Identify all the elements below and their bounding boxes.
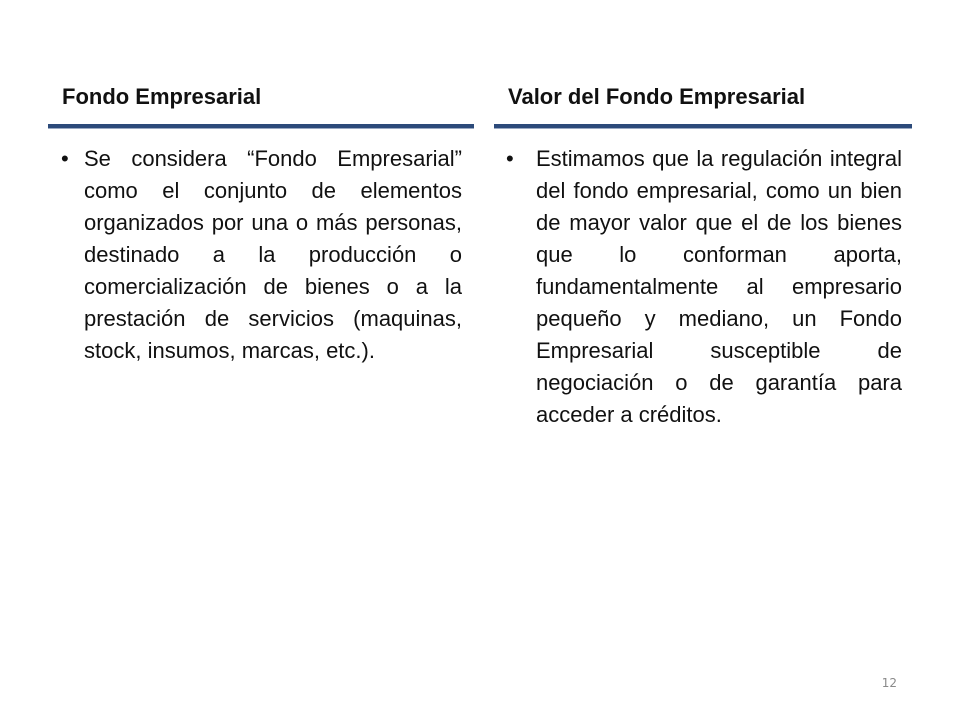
column-title: Fondo Empresarial bbox=[62, 84, 262, 109]
bullet-text: Se considera “Fondo Empresarial” como el conjunto de elementos organizados por una o más personas, destinado a la producción o comercialización de bienes o a la prestación de servicios (maquinas, stock, insumos, marcas, etc.). bbox=[84, 146, 462, 363]
bullet-icon: • bbox=[61, 146, 69, 171]
column-title: Valor del Fondo Empresarial bbox=[508, 84, 806, 109]
column-fondo-empresarial bbox=[48, 80, 474, 367]
bullet-icon: • bbox=[506, 146, 514, 171]
bullet-list bbox=[494, 143, 912, 431]
list-item bbox=[48, 143, 474, 367]
column-divider bbox=[494, 124, 912, 129]
column-valor-del-fondo bbox=[494, 80, 912, 431]
bullet-list bbox=[48, 143, 474, 367]
slide-number: 12 bbox=[881, 676, 897, 690]
bullet-text: Estimamos que la regulación integral del fondo empresarial, como un bien de mayor valor que el de los bienes que lo conforman aporta, fundamentalmente al empresario pequeño y mediano, un Fondo Empresarial susceptible de negociación o de garantía para acceder a créditos. bbox=[536, 146, 902, 427]
column-divider bbox=[48, 124, 474, 129]
list-item bbox=[494, 143, 912, 431]
